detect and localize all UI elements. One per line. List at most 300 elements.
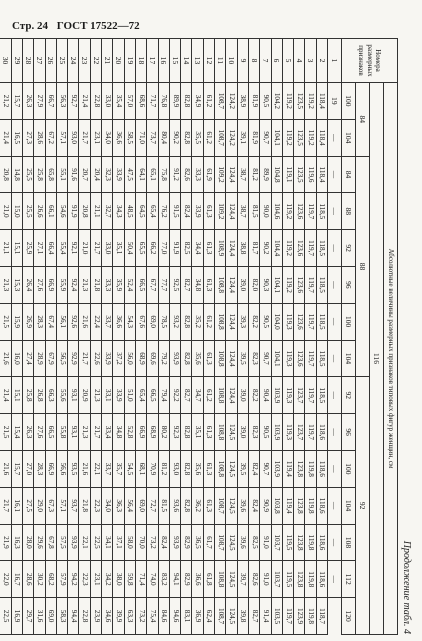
table-cell: 66,2: [147, 230, 158, 267]
table-cell: 63,3: [124, 598, 135, 635]
table-cell: 58,5: [124, 119, 135, 156]
table-cell: 56,6: [56, 450, 67, 487]
table-row: [124, 39, 135, 635]
table-row: [226, 39, 237, 635]
table-cell: 21,5: [0, 303, 11, 340]
table-cell: 21,0: [79, 230, 90, 267]
column-number: —: [328, 377, 342, 414]
table-cell: 32,7: [102, 193, 113, 230]
table-cell: 124,4: [226, 230, 237, 267]
table-cell: 48,5: [124, 193, 135, 230]
table-cell: 67,2: [45, 119, 56, 156]
table-cell: 21,3: [90, 377, 101, 414]
row-number: 27: [34, 39, 45, 83]
table-cell: 22,5: [90, 524, 101, 561]
table-cell: 82,3: [248, 414, 259, 451]
column-header: 88: [342, 193, 356, 230]
table-cell: 61,3: [203, 340, 214, 377]
table-cell: 61,2: [203, 83, 214, 120]
table-cell: 82,8: [181, 303, 192, 340]
table-cell: 33,9: [113, 156, 124, 193]
table-cell: 90,7: [260, 340, 271, 377]
table-cell: 124,2: [226, 119, 237, 156]
table-cell: 20,4: [90, 156, 101, 193]
table-cell: 74,0: [147, 561, 158, 598]
table-cell: 108,7: [215, 524, 226, 561]
table-cell: 33,4: [102, 414, 113, 451]
table-cell: 124,4: [226, 303, 237, 340]
table-cell: 118,5: [316, 193, 327, 230]
table-cell: 104,8: [271, 156, 282, 193]
table-cell: 89,9: [260, 156, 271, 193]
table-cell: 82,6: [248, 561, 259, 598]
table-cell: 69,6: [147, 340, 158, 377]
row-number: 9: [237, 39, 248, 83]
table-cell: 15,7: [11, 83, 22, 120]
table-cell: 119,2: [305, 119, 316, 156]
table-cell: 61,2: [203, 377, 214, 414]
row-number: 20: [113, 39, 124, 83]
table-cell: 26,4: [22, 266, 33, 303]
table-cell: 103,7: [271, 561, 282, 598]
table-cell: 124,5: [226, 450, 237, 487]
table-row: [135, 39, 146, 635]
table-row: [305, 39, 316, 635]
table-cell: 81,5: [158, 487, 169, 524]
table-cell: 66,5: [147, 377, 158, 414]
table-cell: 93,0: [169, 450, 180, 487]
table-cell: 25,8: [34, 156, 45, 193]
column-header: 92: [342, 377, 356, 414]
table-cell: 93,1: [68, 377, 79, 414]
table-row: [79, 39, 90, 635]
table-cell: 104,1: [271, 266, 282, 303]
measurements-table: [0, 38, 398, 635]
table-cell: 78,5: [158, 303, 169, 340]
column-number: —: [328, 524, 342, 561]
table-cell: 21,8: [90, 266, 101, 303]
table-cell: 124,2: [226, 83, 237, 120]
table-cell: 71,7: [147, 83, 158, 120]
table-cell: 82,9: [181, 561, 192, 598]
table-cell: 91,6: [68, 156, 79, 193]
table-cell: 119,3: [282, 414, 293, 451]
table-cell: 119,2: [282, 119, 293, 156]
table-cell: 21,9: [0, 524, 11, 561]
table-cell: 21,1: [0, 230, 11, 267]
table-cell: 21,7: [90, 230, 101, 267]
table-cell: 39,5: [237, 340, 248, 377]
table-row: [0, 39, 11, 635]
table-cell: 21,3: [79, 266, 90, 303]
table-cell: 80,4: [158, 119, 169, 156]
table-cell: 28,6: [22, 561, 33, 598]
table-cell: 68,9: [135, 340, 146, 377]
table-cell: 16,1: [11, 487, 22, 524]
table-cell: 15,9: [11, 303, 22, 340]
table-cell: 82,0: [248, 266, 259, 303]
table-cell: 22,4: [90, 303, 101, 340]
row-number: 15: [169, 39, 180, 83]
table-cell: 21,6: [0, 340, 11, 377]
table-cell: 82,7: [181, 377, 192, 414]
table-cell: 124,4: [226, 266, 237, 303]
table-cell: 29,6: [34, 524, 45, 561]
table-cell: 55,9: [56, 266, 67, 303]
table-cell: 52,4: [124, 266, 135, 303]
table-cell: 21,6: [79, 303, 90, 340]
table-cell: 61,3: [203, 230, 214, 267]
table-cell: 82,8: [181, 414, 192, 451]
table-cell: 89,9: [169, 83, 180, 120]
table-cell: 123,8: [294, 561, 305, 598]
table-row: [90, 39, 101, 635]
column-header-row: [342, 39, 356, 635]
table-cell: 64,5: [135, 193, 146, 230]
table-cell: 20,8: [79, 193, 90, 230]
table-cell: 34,8: [192, 266, 203, 303]
table-cell: 66,9: [45, 450, 56, 487]
table-cell: 27,9: [34, 83, 45, 120]
table-cell: 61,2: [203, 119, 214, 156]
column-number: —: [328, 266, 342, 303]
table-cell: 65,8: [45, 156, 56, 193]
table-cell: 21,0: [0, 193, 11, 230]
table-cell: 28,3: [34, 450, 45, 487]
table-cell: 118,5: [316, 377, 327, 414]
table-cell: 35,5: [192, 119, 203, 156]
table-cell: 36,6: [113, 303, 124, 340]
row-number: 28: [22, 39, 33, 83]
table-cell: 34,9: [192, 83, 203, 120]
main-header: Абсолютные величины размерных признаков типовых фигур женщин, см: [384, 83, 398, 635]
table-cell: 21,7: [79, 340, 90, 377]
page-number: Стр. 24: [12, 20, 48, 32]
table-cell: 90,9: [260, 487, 271, 524]
table-cell: 39,3: [237, 303, 248, 340]
row-number: 4: [294, 39, 305, 83]
table-cell: 119,7: [305, 266, 316, 303]
table-cell: 108,9: [215, 230, 226, 267]
table-cell: 21,5: [0, 414, 11, 451]
table-cell: 119,7: [282, 598, 293, 635]
table-cell: 27,6: [34, 414, 45, 451]
table-cell: 15,0: [11, 193, 22, 230]
table-cell: 91,4: [260, 598, 271, 635]
table-cell: 108,7: [215, 487, 226, 524]
table-cell: 92,6: [68, 303, 79, 340]
table-cell: 21,8: [79, 487, 90, 524]
table-cell: 68,2: [45, 561, 56, 598]
table-cell: 28,3: [34, 303, 45, 340]
table-cell: 34,0: [102, 119, 113, 156]
group-header: 116: [370, 83, 384, 635]
table-cell: 83,1: [181, 598, 192, 635]
table-cell: 56,0: [124, 340, 135, 377]
subgroup-88-header: 88: [356, 156, 370, 377]
table-cell: 39,6: [237, 524, 248, 561]
row-number: 25: [56, 39, 67, 83]
table-cell: 36,3: [113, 487, 124, 524]
table-cell: 14,8: [11, 156, 22, 193]
table-cell: 64,1: [135, 156, 146, 193]
column-header: 108: [342, 524, 356, 561]
rotated-table-block: [1, 38, 412, 638]
table-cell: 61,3: [203, 414, 214, 451]
table-row: [260, 39, 271, 635]
row-number: 18: [135, 39, 146, 83]
table-cell: 119,6: [305, 156, 316, 193]
table-cell: 94,2: [68, 561, 79, 598]
table-cell: 83,2: [158, 561, 169, 598]
table-cell: 39,8: [237, 598, 248, 635]
table-cell: 84,6: [158, 598, 169, 635]
table-cell: 67,6: [135, 303, 146, 340]
table-cell: 82,2: [248, 377, 259, 414]
table-cell: 39,0: [237, 414, 248, 451]
table-cell: 34,4: [192, 230, 203, 267]
table-cell: 91,9: [169, 230, 180, 267]
table-cell: 93,2: [169, 303, 180, 340]
table-cell: 73,7: [147, 119, 158, 156]
table-cell: 123,9: [294, 598, 305, 635]
table-cell: 26,8: [34, 377, 45, 414]
table-cell: 119,3: [282, 377, 293, 414]
table-row: [316, 39, 327, 635]
table-cell: 90,2: [260, 230, 271, 267]
table-cell: 93,7: [68, 487, 79, 524]
table-cell: 108,7: [215, 598, 226, 635]
table-cell: 27,4: [22, 340, 33, 377]
table-cell: 56,4: [124, 487, 135, 524]
table-cell: 82,5: [181, 230, 192, 267]
table-cell: 22,6: [90, 340, 101, 377]
table-cell: 72,7: [147, 487, 158, 524]
table-cell: 103,8: [271, 487, 282, 524]
table-cell: 39,9: [113, 598, 124, 635]
table-cell: 35,6: [192, 340, 203, 377]
table-cell: 67,8: [45, 524, 56, 561]
table-cell: 119,8: [305, 524, 316, 561]
table-cell: 22,0: [0, 561, 11, 598]
table-cell: 82,5: [248, 524, 259, 561]
table-cell: 23,1: [90, 561, 101, 598]
row-number: 16: [158, 39, 169, 83]
table-cell: 81,9: [248, 119, 259, 156]
table-row: [271, 39, 282, 635]
table-cell: 21,4: [0, 377, 11, 414]
table-cell: 119,3: [282, 340, 293, 377]
table-row: [169, 39, 180, 635]
subgroup-92-header: 92: [356, 377, 370, 635]
column-header: 96: [342, 414, 356, 451]
table-cell: 119,4: [282, 450, 293, 487]
table-cell: 54,6: [56, 193, 67, 230]
table-cell: 33,9: [192, 193, 203, 230]
table-cell: 66,5: [135, 266, 146, 303]
column-number: —: [328, 119, 342, 156]
row-number: 30: [0, 39, 11, 83]
table-cell: 82,4: [158, 524, 169, 561]
table-row: [102, 39, 113, 635]
table-cell: 61,7: [203, 524, 214, 561]
table-row: [34, 39, 45, 635]
table-cell: 103,7: [271, 524, 282, 561]
table-cell: 119,2: [305, 83, 316, 120]
table-cell: 90,2: [169, 119, 180, 156]
table-cell: 104,2: [271, 83, 282, 120]
table-cell: 82,8: [181, 450, 192, 487]
table-cell: 27,0: [22, 450, 33, 487]
table-cell: 35,4: [113, 83, 124, 120]
table-cell: 73,2: [135, 598, 146, 635]
table-cell: 21,7: [90, 414, 101, 451]
standard-code: ГОСТ 17522—72: [56, 20, 140, 32]
table-row: [45, 39, 56, 635]
table-cell: 118,5: [316, 303, 327, 340]
table-cell: 33,7: [102, 303, 113, 340]
table-cell: 15,7: [11, 450, 22, 487]
column-number: —: [328, 340, 342, 377]
table-cell: 108,8: [215, 340, 226, 377]
table-cell: 55,8: [56, 414, 67, 451]
table-row: [68, 39, 79, 635]
table-cell: 62,4: [203, 598, 214, 635]
table-cell: 21,7: [79, 119, 90, 156]
table-cell: 36,2: [192, 487, 203, 524]
table-cell: 57,1: [56, 119, 67, 156]
table-cell: 34,3: [113, 193, 124, 230]
table-cell: 25,5: [22, 193, 33, 230]
table-cell: 35,7: [113, 450, 124, 487]
table-cell: 22,3: [90, 487, 101, 524]
column-header: 100: [342, 83, 356, 120]
table-cell: 23,1: [90, 119, 101, 156]
table-cell: 20,7: [79, 156, 90, 193]
table-cell: 119,7: [305, 340, 316, 377]
table-cell: 35,1: [192, 414, 203, 451]
table-cell: 124,4: [226, 340, 237, 377]
table-cell: 66,9: [135, 414, 146, 451]
table-cell: 91,0: [260, 561, 271, 598]
table-cell: 16,7: [11, 561, 22, 598]
table-cell: 123,5: [294, 156, 305, 193]
table-cell: 66,7: [45, 83, 56, 120]
table-row: [237, 39, 248, 635]
table-cell: 119,2: [282, 230, 293, 267]
table-cell: 94,4: [68, 598, 79, 635]
table-cell: 81,2: [158, 450, 169, 487]
table-cell: 104,4: [271, 230, 282, 267]
row-number: 6: [271, 39, 282, 83]
table-row: [113, 39, 124, 635]
column-number: —: [328, 230, 342, 267]
table-row: [181, 39, 192, 635]
table-cell: 124,5: [226, 598, 237, 635]
table-cell: 34,0: [102, 487, 113, 524]
table-cell: 29,7: [22, 598, 33, 635]
table-cell: 22,5: [0, 598, 11, 635]
table-cell: 119,8: [305, 561, 316, 598]
table-cell: 22,1: [79, 524, 90, 561]
table-cell: 103,5: [271, 598, 282, 635]
table-cell: 92,2: [169, 377, 180, 414]
table-cell: 119,8: [305, 450, 316, 487]
table-cell: 92,9: [68, 340, 79, 377]
table-cell: 68,9: [147, 414, 158, 451]
row-number: 3: [305, 39, 316, 83]
table-cell: 22,1: [90, 450, 101, 487]
row-number: 29: [11, 39, 22, 83]
table-cell: 38,0: [113, 561, 124, 598]
column-number: 19: [328, 83, 342, 120]
table-cell: 57,1: [56, 487, 67, 524]
table-row: [215, 39, 226, 635]
table-cell: 92,7: [68, 83, 79, 120]
page-header: [12, 20, 312, 32]
table-cell: 28,6: [34, 119, 45, 156]
table-cell: 70,9: [147, 450, 158, 487]
table-cell: 56,3: [56, 83, 67, 120]
table-cell: 56,5: [56, 340, 67, 377]
table-cell: 90,7: [260, 450, 271, 487]
table-cell: 93,5: [68, 450, 79, 487]
row-number: 24: [68, 39, 79, 83]
row-number: 7: [260, 39, 271, 83]
table-cell: 50,4: [124, 230, 135, 267]
table-cell: 90,5: [260, 414, 271, 451]
table-cell: 34,8: [113, 414, 124, 451]
table-cell: 39,0: [237, 377, 248, 414]
table-cell: 21,2: [0, 83, 11, 120]
table-cell: 70,0: [135, 524, 146, 561]
table-cell: 119,3: [282, 303, 293, 340]
table-cell: 91,9: [68, 193, 79, 230]
table-cell: 21,6: [0, 450, 11, 487]
table-cell: 56,1: [56, 303, 67, 340]
table-cell: 33,0: [102, 83, 113, 120]
row-number: 14: [181, 39, 192, 83]
table-cell: 79,4: [158, 377, 169, 414]
table-cell: 104,1: [271, 119, 282, 156]
table-cell: 90,0: [260, 193, 271, 230]
table-cell: 94,1: [169, 561, 180, 598]
table-row: [192, 39, 203, 635]
table-cell: 93,9: [68, 524, 79, 561]
table-cell: 36,6: [192, 561, 203, 598]
table-cell: 82,9: [181, 524, 192, 561]
table-cell: 69,0: [147, 303, 158, 340]
table-cell: 34,7: [192, 377, 203, 414]
row-number: 12: [203, 39, 214, 83]
table-cell: 108,8: [215, 377, 226, 414]
table-cell: 20,8: [0, 156, 11, 193]
row-number: 2: [316, 39, 327, 83]
table-cell: 37,1: [113, 524, 124, 561]
table-cell: 33,3: [192, 156, 203, 193]
table-cell: 22,8: [90, 83, 101, 120]
table-cell: 16,5: [11, 119, 22, 156]
column-header: 120: [342, 598, 356, 635]
table-row: [56, 39, 67, 635]
table-cell: 65,1: [147, 156, 158, 193]
table-cell: 71,0: [135, 119, 146, 156]
row-number: 5: [282, 39, 293, 83]
table-cell: 21,4: [79, 83, 90, 120]
table-cell: 118,6: [316, 524, 327, 561]
table-cell: 93,9: [169, 340, 180, 377]
table-cell: 66,9: [45, 266, 56, 303]
